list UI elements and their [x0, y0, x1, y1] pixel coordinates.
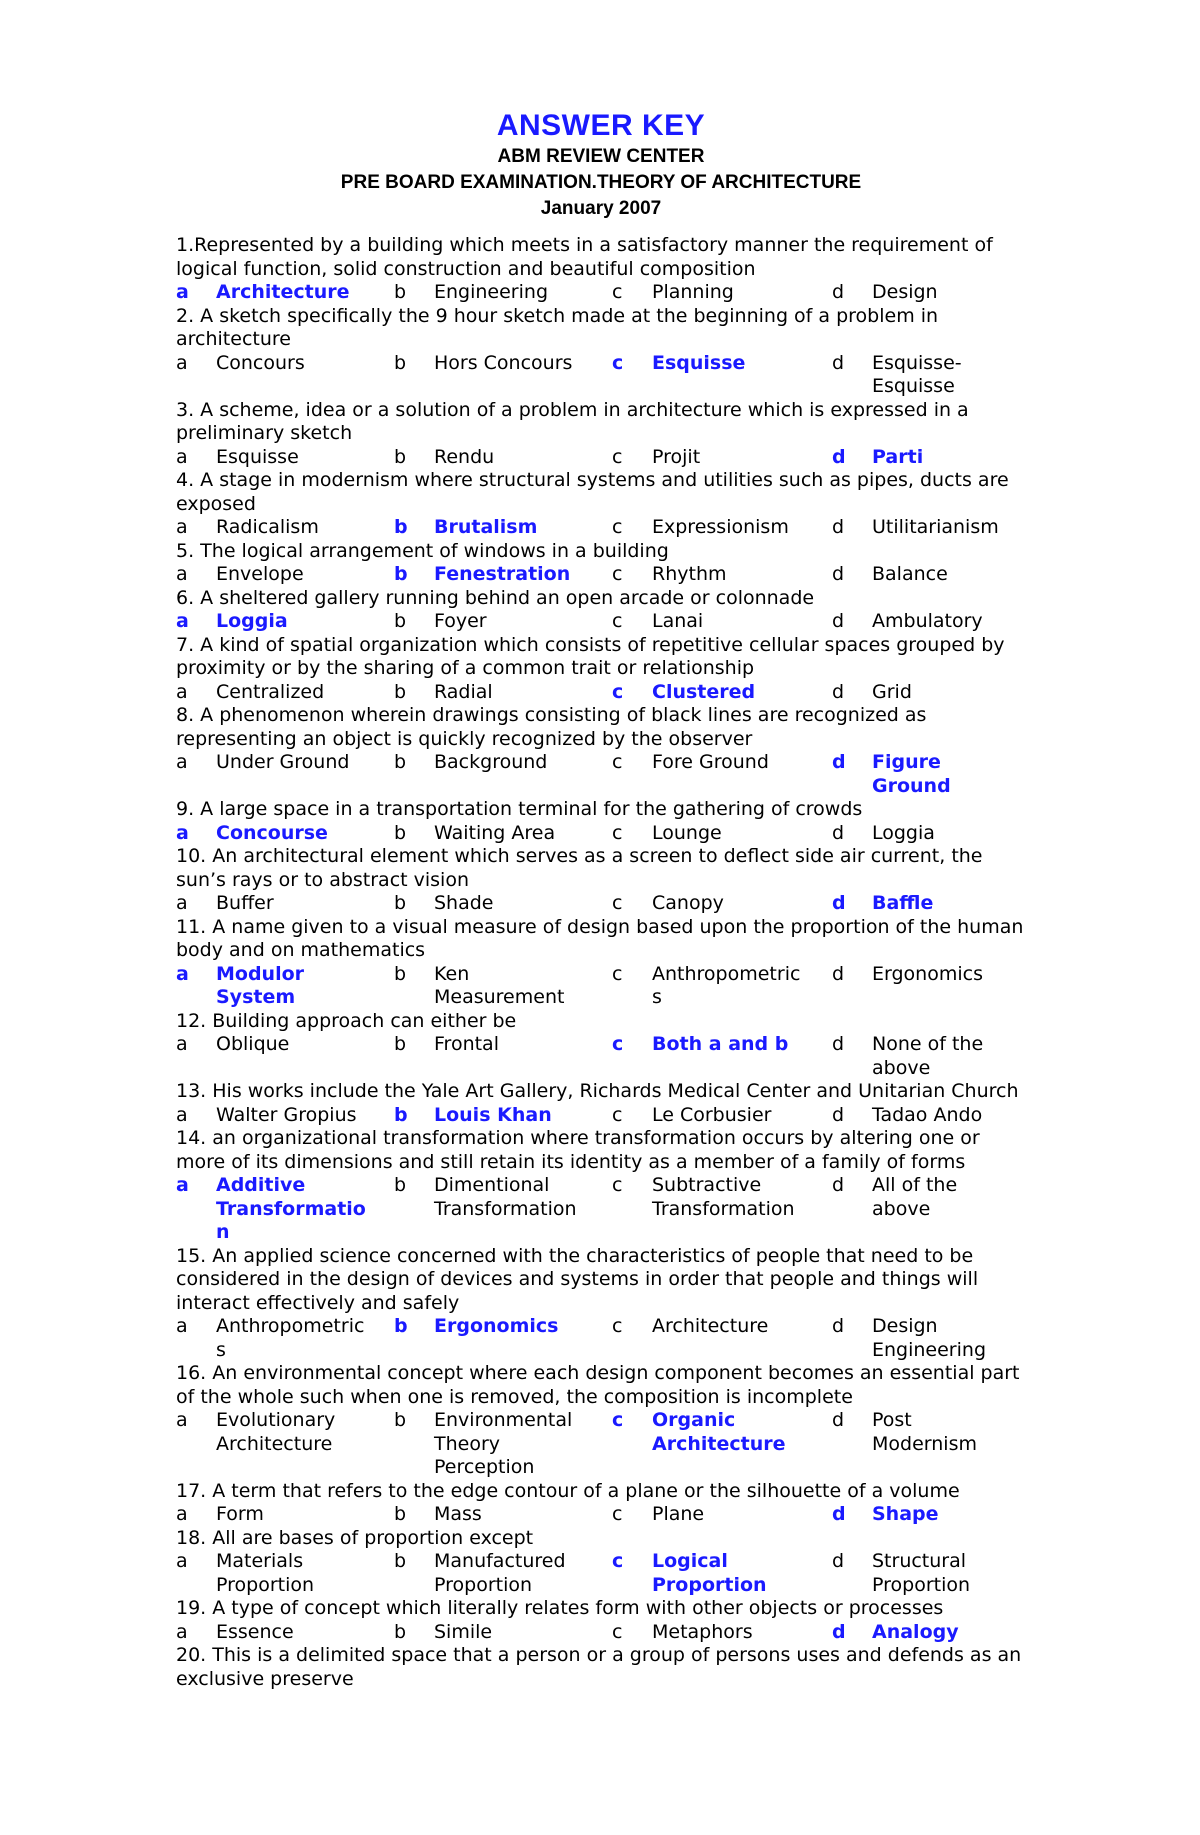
option-text: Essence — [216, 1620, 294, 1643]
option-text: Envelope — [216, 563, 304, 585]
options-row — [176, 281, 1026, 305]
correct-answer-text: Additive Transformatio n — [216, 1174, 366, 1243]
option-text: Radial — [434, 680, 493, 703]
option-text: Engineering — [434, 281, 548, 303]
option-letter: d — [832, 445, 846, 468]
question-list — [176, 234, 1026, 1691]
option-letter: b — [394, 1503, 407, 1525]
option-letter: d — [832, 1103, 845, 1126]
option-text: Oblique — [216, 1033, 290, 1055]
question-item — [176, 634, 1026, 705]
option-letter: d — [832, 351, 845, 374]
option-text: Fore Ground — [652, 751, 769, 773]
question-text: 3. A scheme, idea or a solution of a problem in architecture which is expressed in a preliminary sketch — [176, 398, 969, 444]
option-text: Design — [872, 281, 938, 303]
question-text: 6. A sheltered gallery running behind an open arcade or colonnade — [176, 586, 815, 609]
question-text: 2. A sketch specifically the 9 hour sketch made at the beginning of a problem in architecture — [176, 304, 939, 350]
question-text: 17. A term that refers to the edge contour of a plane or the silhouette of a volume — [176, 1479, 960, 1502]
option-text: Dimentional Transformation — [434, 1174, 577, 1220]
option-text: Plane — [652, 1503, 705, 1525]
option-text: Buffer — [216, 892, 274, 914]
options-row — [176, 516, 1026, 540]
question-text: 5. The logical arrangement of windows in a building — [176, 539, 669, 562]
option-letter: b — [394, 1174, 407, 1196]
option-text: Lounge — [652, 821, 722, 844]
exam-title: PRE BOARD EXAMINATION.THEORY OF ARCHITECTURE — [340, 172, 862, 193]
option-text: Shade — [434, 892, 494, 914]
option-letter: c — [612, 351, 624, 374]
option-letter: d — [832, 1503, 846, 1525]
option-text: Form — [216, 1503, 264, 1525]
option-letter: d — [832, 1620, 846, 1643]
correct-answer-text: Figure Ground — [872, 751, 951, 797]
option-text: Walter Gropius — [216, 1103, 357, 1126]
correct-answer-text: Both a and b — [652, 1033, 789, 1055]
option-letter: c — [612, 1315, 623, 1337]
option-text: All of the above — [872, 1174, 958, 1220]
correct-answer-text: Shape — [872, 1503, 939, 1525]
question-item — [176, 916, 1026, 1010]
question-item — [176, 1597, 1026, 1644]
option-letter: a — [176, 821, 189, 844]
option-text: Post Modernism — [872, 1409, 977, 1455]
option-text: Le Corbusier — [652, 1103, 772, 1126]
option-letter: a — [176, 892, 188, 914]
option-letter: a — [176, 1315, 188, 1337]
option-letter: c — [612, 563, 623, 585]
option-letter: b — [394, 516, 408, 538]
options-row — [176, 1174, 1026, 1245]
question-item — [176, 1527, 1026, 1598]
option-letter: a — [176, 680, 188, 703]
options-row — [176, 610, 1026, 634]
option-letter: a — [176, 1620, 188, 1643]
option-letter: d — [832, 1409, 845, 1431]
options-row — [176, 352, 1026, 399]
option-letter: d — [832, 1315, 845, 1337]
question-text: 16. An environmental concept where each design component becomes an essential part of the whole such when one is removed, the composition is incomplete — [176, 1362, 1020, 1408]
question-text: 11. A name given to a visual measure of design based upon the proportion of the human body and on mathematics — [176, 915, 1024, 961]
option-letter: a — [176, 281, 189, 303]
option-letter: b — [394, 821, 407, 844]
option-text: Ergonomics — [872, 962, 983, 985]
options-row — [176, 963, 1026, 1010]
question-text: 18. All are bases of proportion except — [176, 1526, 534, 1549]
option-letter: b — [394, 1315, 408, 1337]
option-letter: b — [394, 1620, 407, 1643]
options-row — [176, 1621, 1026, 1645]
question-item — [176, 587, 1026, 634]
correct-answer-text: Parti — [872, 445, 924, 468]
question-item — [176, 798, 1026, 845]
option-text: Subtractive Transformation — [652, 1174, 795, 1220]
options-row — [176, 1104, 1026, 1128]
option-text: Expressionism — [652, 516, 789, 538]
option-text: Concours — [216, 351, 305, 374]
question-item — [176, 399, 1026, 470]
option-letter: a — [176, 962, 189, 985]
options-row — [176, 892, 1026, 916]
document-header — [176, 108, 1026, 222]
option-letter: a — [176, 351, 188, 374]
option-letter: c — [612, 680, 624, 703]
correct-answer-text: Esquisse — [652, 351, 746, 374]
correct-answer-text: Organic Architecture — [652, 1409, 786, 1455]
option-letter: b — [394, 892, 407, 914]
option-text: Frontal — [434, 1033, 499, 1055]
option-letter: b — [394, 351, 407, 374]
option-letter: c — [612, 1174, 623, 1196]
options-row — [176, 563, 1026, 587]
options-row — [176, 446, 1026, 470]
option-text: Esquisse- Esquisse — [872, 351, 962, 397]
option-letter: a — [176, 1103, 188, 1126]
option-text: Projit — [652, 445, 701, 468]
option-letter: c — [612, 445, 623, 468]
question-item — [176, 1480, 1026, 1527]
options-row — [176, 1315, 1026, 1362]
question-text: 8. A phenomenon wherein drawings consisting of black lines are recognized as representing an object is quickly recognized by the observer — [176, 704, 927, 750]
option-text: Structural Proportion — [872, 1550, 971, 1596]
correct-answer-text: Brutalism — [434, 516, 538, 538]
option-letter: a — [176, 1174, 189, 1196]
correct-answer-text: Fenestration — [434, 563, 571, 585]
question-item — [176, 1080, 1026, 1127]
option-text: Esquisse — [216, 445, 299, 468]
option-letter: a — [176, 445, 188, 468]
question-text: 14. an organizational transformation where transformation occurs by altering one or more of its dimensions and still retain its identity as a member of a family of forms — [176, 1127, 980, 1173]
option-letter: c — [612, 1503, 623, 1525]
correct-answer-text: Architecture — [216, 281, 350, 303]
option-text: Simile — [434, 1620, 493, 1643]
question-item — [176, 305, 1026, 399]
correct-answer-text: Concourse — [216, 821, 328, 844]
option-text: Rhythm — [652, 563, 727, 585]
option-text: Architecture — [652, 1315, 769, 1337]
option-letter: c — [612, 1550, 624, 1572]
option-letter: b — [394, 445, 407, 468]
answer-key-page — [176, 108, 1026, 1691]
options-row — [176, 681, 1026, 705]
option-letter: d — [832, 563, 845, 585]
option-text: Balance — [872, 563, 948, 585]
options-row — [176, 1409, 1026, 1480]
option-letter: c — [612, 281, 623, 303]
option-letter: d — [832, 1033, 845, 1055]
option-text: Under Ground — [216, 751, 350, 773]
option-letter: d — [832, 821, 845, 844]
option-text: Materials Proportion — [216, 1550, 315, 1596]
option-letter: c — [612, 821, 623, 844]
correct-answer-text: Louis Khan — [434, 1103, 552, 1126]
option-letter: a — [176, 1409, 188, 1431]
option-letter: d — [832, 610, 845, 632]
option-text: Rendu — [434, 445, 495, 468]
option-letter: a — [176, 610, 189, 632]
option-text: Design Engineering — [872, 1315, 986, 1361]
correct-answer-text: Modulor System — [216, 962, 305, 1008]
option-letter: b — [394, 281, 407, 303]
option-text: Foyer — [434, 610, 487, 632]
correct-answer-text: Loggia — [216, 610, 288, 632]
option-text: Radicalism — [216, 516, 319, 538]
option-letter: c — [612, 1033, 624, 1055]
options-row — [176, 1503, 1026, 1527]
option-text: Lanai — [652, 610, 704, 632]
option-text: Tadao Ando — [872, 1103, 983, 1126]
option-text: Canopy — [652, 892, 724, 914]
question-text: 9. A large space in a transportation terminal for the gathering of crowds — [176, 798, 863, 820]
question-text: 10. An architectural element which serves as a screen to deflect side air current, the sun’s rays or to abstract vision — [176, 845, 983, 891]
question-item — [176, 1362, 1026, 1480]
option-text: Utilitarianism — [872, 516, 999, 538]
option-text: Environmental Theory Perception — [434, 1409, 573, 1478]
options-row — [176, 751, 1026, 798]
correct-answer-text: Ergonomics — [434, 1315, 559, 1337]
question-text: 4. A stage in modernism where structural systems and utilities such as pipes, ducts are exposed — [176, 469, 1009, 515]
option-letter: b — [394, 610, 407, 632]
correct-answer-text: Logical Proportion — [652, 1550, 767, 1596]
option-text: Loggia — [872, 821, 935, 844]
option-letter: d — [832, 962, 845, 985]
question-item — [176, 540, 1026, 587]
option-letter: c — [612, 892, 623, 914]
option-letter: d — [832, 516, 845, 538]
question-item — [176, 1644, 1026, 1691]
question-item — [176, 469, 1026, 540]
option-letter: b — [394, 1550, 407, 1572]
correct-answer-text: Baffle — [872, 892, 934, 914]
question-item — [176, 1127, 1026, 1245]
option-letter: c — [612, 1103, 623, 1126]
question-text: 20. This is a delimited space that a person or a group of persons uses and defends as an exclusive preserve — [176, 1644, 1022, 1690]
organization-name: ABM REVIEW CENTER — [497, 146, 705, 167]
question-text: 19. A type of concept which literally relates form with other objects or processes — [176, 1597, 944, 1619]
option-text: Anthropometric s — [652, 962, 801, 1008]
option-text: Grid — [872, 680, 912, 703]
options-row — [176, 1550, 1026, 1597]
question-item — [176, 1245, 1026, 1363]
option-letter: d — [832, 1174, 845, 1196]
option-letter: b — [394, 563, 408, 585]
option-letter: d — [832, 751, 846, 773]
question-text: 1.Represented by a building which meets in a satisfactory manner the requirement of logical function, solid construction and beautiful composition — [176, 234, 993, 280]
option-text: Mass — [434, 1503, 482, 1525]
option-letter: a — [176, 751, 188, 773]
option-text: Ambulatory — [872, 610, 983, 632]
option-letter: c — [612, 962, 623, 985]
option-text: Manufactured Proportion — [434, 1550, 566, 1596]
option-letter: b — [394, 1409, 407, 1431]
option-letter: a — [176, 1503, 188, 1525]
option-letter: c — [612, 751, 623, 773]
correct-answer-text: Clustered — [652, 680, 756, 703]
option-letter: a — [176, 1550, 188, 1572]
option-letter: b — [394, 1033, 407, 1055]
option-letter: a — [176, 1033, 188, 1055]
option-text: None of the above — [872, 1033, 984, 1079]
question-item — [176, 1010, 1026, 1081]
exam-date: January 2007 — [540, 198, 662, 219]
option-letter: b — [394, 1103, 408, 1126]
option-text: Evolutionary Architecture — [216, 1409, 336, 1455]
options-row — [176, 1033, 1026, 1080]
option-text: Planning — [652, 281, 734, 303]
option-letter: b — [394, 962, 407, 985]
question-item — [176, 704, 1026, 798]
option-text: Hors Concours — [434, 351, 573, 374]
correct-answer-text: Analogy — [872, 1620, 959, 1643]
option-letter: d — [832, 1550, 845, 1572]
option-letter: c — [612, 516, 623, 538]
page-title: ANSWER KEY — [496, 109, 706, 142]
option-letter: d — [832, 281, 845, 303]
option-letter: c — [612, 610, 623, 632]
option-text: Metaphors — [652, 1620, 753, 1643]
question-item — [176, 234, 1026, 305]
option-letter: d — [832, 892, 846, 914]
option-text: Ken Measurement — [434, 962, 565, 1008]
question-text: 12. Building approach can either be — [176, 1009, 517, 1032]
option-letter: c — [612, 1620, 623, 1643]
question-text: 7. A kind of spatial organization which consists of repetitive cellular spaces grouped by proximity or by the sharing of a common trait or relationship — [176, 633, 1005, 679]
option-letter: a — [176, 516, 188, 538]
option-letter: b — [394, 680, 407, 703]
option-text: Waiting Area — [434, 821, 556, 844]
option-text: Anthropometric s — [216, 1315, 365, 1361]
option-text: Centralized — [216, 680, 325, 703]
options-row — [176, 822, 1026, 846]
question-text: 15. An applied science concerned with the characteristics of people that need to be considered in the design of devices and systems in order that people and things will interact effectively and safely — [176, 1244, 979, 1314]
option-letter: a — [176, 563, 188, 585]
option-letter: d — [832, 680, 845, 703]
option-letter: c — [612, 1409, 624, 1431]
option-text: Background — [434, 751, 548, 773]
option-letter: b — [394, 751, 407, 773]
question-text: 13. His works include the Yale Art Gallery, Richards Medical Center and Unitarian Church — [176, 1080, 1019, 1102]
question-item — [176, 845, 1026, 916]
